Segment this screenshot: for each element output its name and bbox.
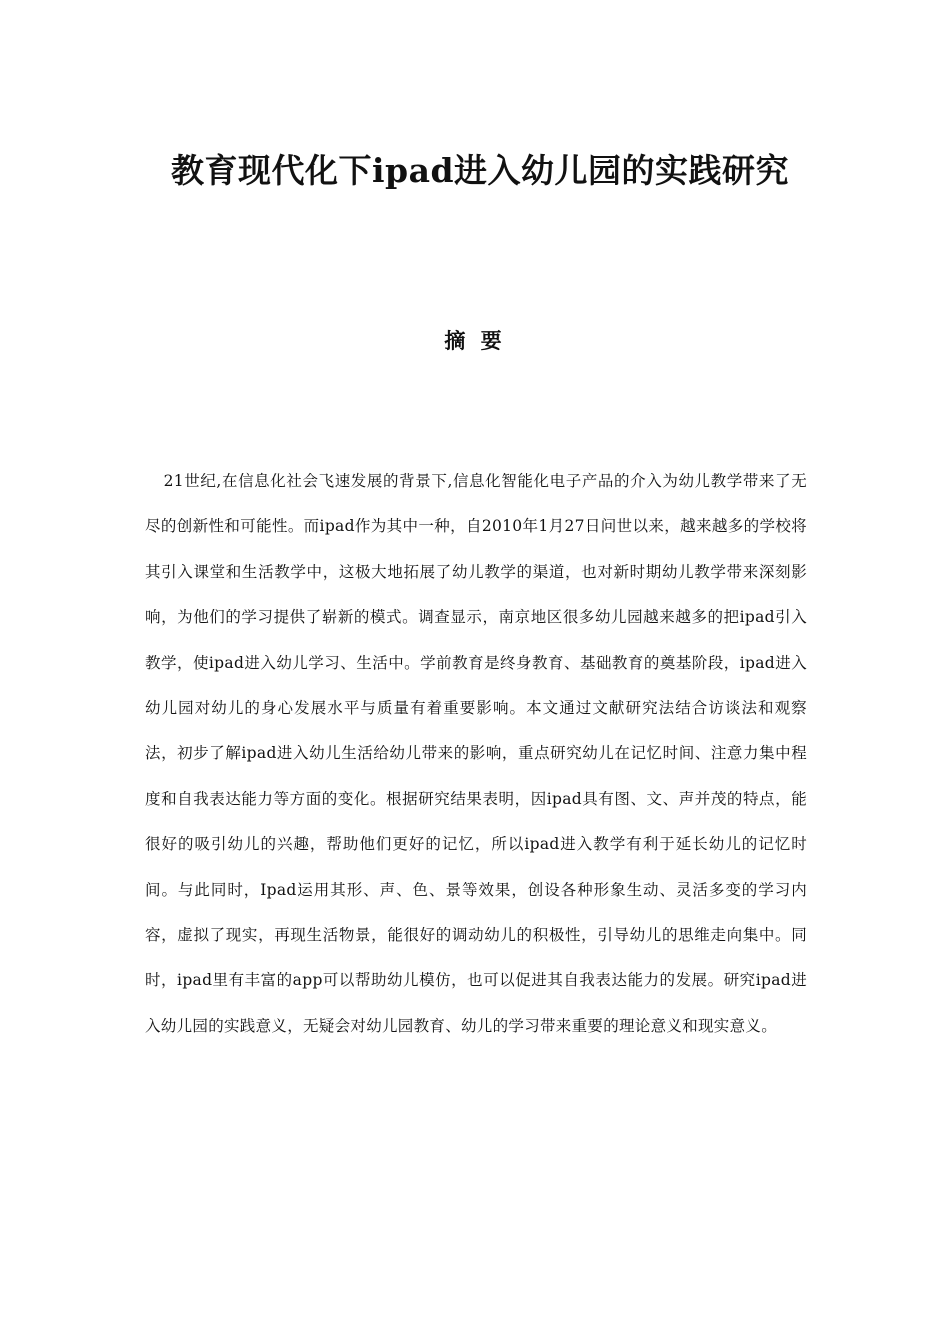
abstract-paragraph: 21世纪,在信息化社会飞速发展的背景下,信息化智能化电子产品的介入为幼儿教学带来了无尽的创新性和可能性。而ipad作为其中一种，自2010年1月27日问世以来，越来越多的学校将其引入课堂和生活教学中，这极大地拓展了幼儿教学的渠道，也对新时期幼儿教学带来深刻影响，为他们的学习提供了崭新的模式。调查显示，南京地区很多幼儿园越来越多的把ipad引入教学，使ipad进入幼儿学习、生活中。学前教育是终身教育、基础教育的奠基阶段，ipad进入幼儿园对幼儿的身心发展水平与质量有着重要影响。本文通过文献研究法结合访谈法和观察法，初步了解ipad进入幼儿生活给幼儿带来的影响，重点研究幼儿在记忆时间、注意力集中程度和自我表达能力等方面的变化。根据研究结果表明，因ipad具有图、文、声并茂的特点，能很好的吸引幼儿的兴趣，帮助他们更好的记忆，所以ipad进入教学有利于延长幼儿的记忆时间。与此同时，Ipad运用其形、声、色、景等效果，创设各种形象生动、灵活多变的学习内容，虚拟了现实，再现生活物景，能很好的调动幼儿的积极性，引导幼儿的思维走向集中。同时，ipad里有丰富的app可以帮助幼儿模仿，也可以促进其自我表达能力的发展。研究ipad进入幼儿园的实践意义，无疑会对幼儿园教育、幼儿的学习带来重要的理论意义和现实意义。 <box>145 472 807 1035</box>
abstract-heading: 摘 要 <box>444 329 506 353</box>
document-title: 教育现代化下ipad进入幼儿园的实践研究 <box>170 151 790 190</box>
